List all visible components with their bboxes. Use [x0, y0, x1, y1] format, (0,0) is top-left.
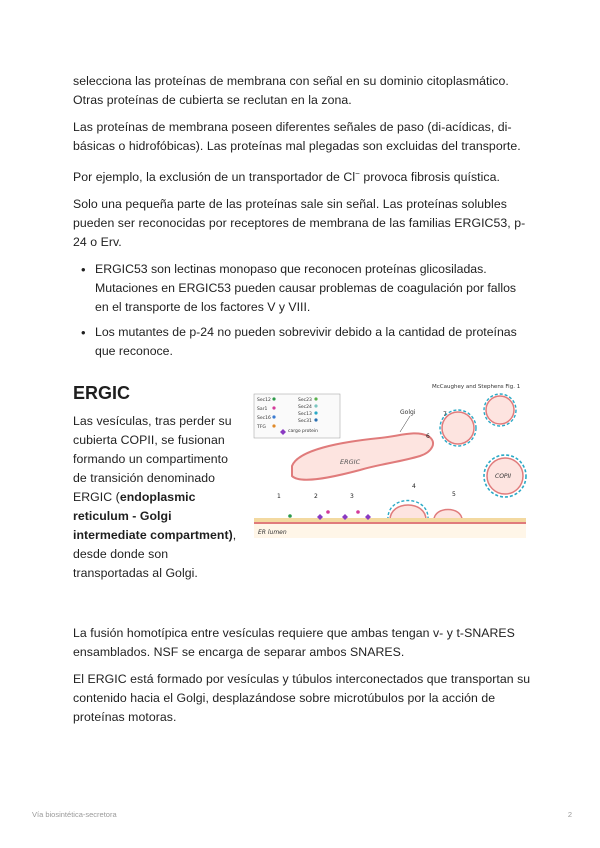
- paragraph-4: Solo una pequeña parte de las proteínas sale sin señal. Las proteínas solubles pueden ser reconocidas por receptores de membrana de las familias ERGIC53, p-24 o Erv.: [73, 197, 526, 250]
- ergic-figure: [250, 380, 530, 540]
- ergic-diagram: [250, 380, 530, 540]
- footer-title: Vía biosintética-secretora: [32, 810, 117, 819]
- step-number: 6: [426, 433, 430, 440]
- paragraph-2: Las proteínas de membrana poseen diferentes señales de paso (di-acídicas, di-básicas o hidrofóbicas). Las proteínas mal plegadas son excluidas del transporte.: [73, 120, 521, 153]
- legend-label: Sar1: [257, 407, 268, 412]
- paragraph-1: selecciona las proteínas de membrana con señal en su dominio citoplasmático. Otras proteínas de cubierta se reclutan en la zona.: [73, 74, 509, 107]
- bullet-list: [73, 260, 533, 361]
- step-number: 5: [452, 491, 456, 498]
- step-number: 7: [443, 411, 447, 418]
- legend-label: Sec23: [298, 398, 312, 403]
- golgi-label: Golgi: [400, 409, 416, 416]
- legend-label: Sec16: [257, 416, 271, 421]
- vesicle-shape: [486, 396, 514, 424]
- section-heading: ERGIC: [73, 383, 131, 403]
- page-body: [73, 72, 533, 367]
- ergic-section: [73, 382, 238, 583]
- list-item: • ERGIC53 son lectinas monopaso que reconocen proteínas glicosiladas. Mutaciones en ERGIC53 pueden causar problemas de coagulación por fallos en el transporte de los factores V y VIII.: [95, 260, 533, 317]
- paragraph-3: Por ejemplo, la exclusión de un transportador de Cl− provoca fibrosis quística.: [73, 169, 500, 185]
- page-number: 2: [567, 810, 572, 819]
- legend-label: Sec12: [257, 398, 271, 403]
- step-number: 2: [314, 493, 318, 500]
- copii-label: COPII: [495, 473, 512, 480]
- step-number: 3: [350, 493, 354, 500]
- ergic-paragraph: Las vesículas, tras perder su cubierta COPII, se fusionan formando un compartimento de transición denominado ERGIC (endoplasmic reticulum - Golgi intermediate compartment), desde donde son transportadas al Golgi.: [73, 414, 237, 580]
- ergic-compartment: [292, 433, 433, 479]
- legend-label: Sec31: [298, 419, 312, 424]
- list-item: • Los mutantes de p-24 no pueden sobrevivir debido a la cantidad de proteínas que reconoce.: [95, 323, 533, 361]
- legend-label: cargo protein: [288, 429, 319, 434]
- page-footer: [32, 810, 572, 819]
- paragraph-5: La fusión homotípica entre vesículas requiere que ambas tengan v- y t-SNARES ensamblados. NSF se encarga de separar ambos SNARES.: [73, 626, 515, 659]
- paragraph-6: El ERGIC está formado por vesículas y túbulos interconectados que transportan su contenido hacia el Golgi, desplazándose sobre microtúbulos por la acción de proteínas motoras.: [73, 672, 531, 724]
- budding-vesicle: [390, 505, 426, 520]
- er-lumen-label: ER lumen: [258, 529, 287, 536]
- figure-credit: McCaughey and Stephens Fig. 1: [432, 384, 521, 390]
- after-figure-text: [73, 624, 533, 727]
- step-number: 1: [277, 493, 281, 500]
- step-number: 4: [412, 483, 416, 490]
- legend-label: Sec13: [298, 412, 312, 417]
- legend-label: Sec24: [298, 405, 312, 410]
- ergic-label: ERGIC: [340, 458, 361, 466]
- legend-label: TFG: [257, 425, 266, 430]
- er-membrane: [254, 518, 526, 522]
